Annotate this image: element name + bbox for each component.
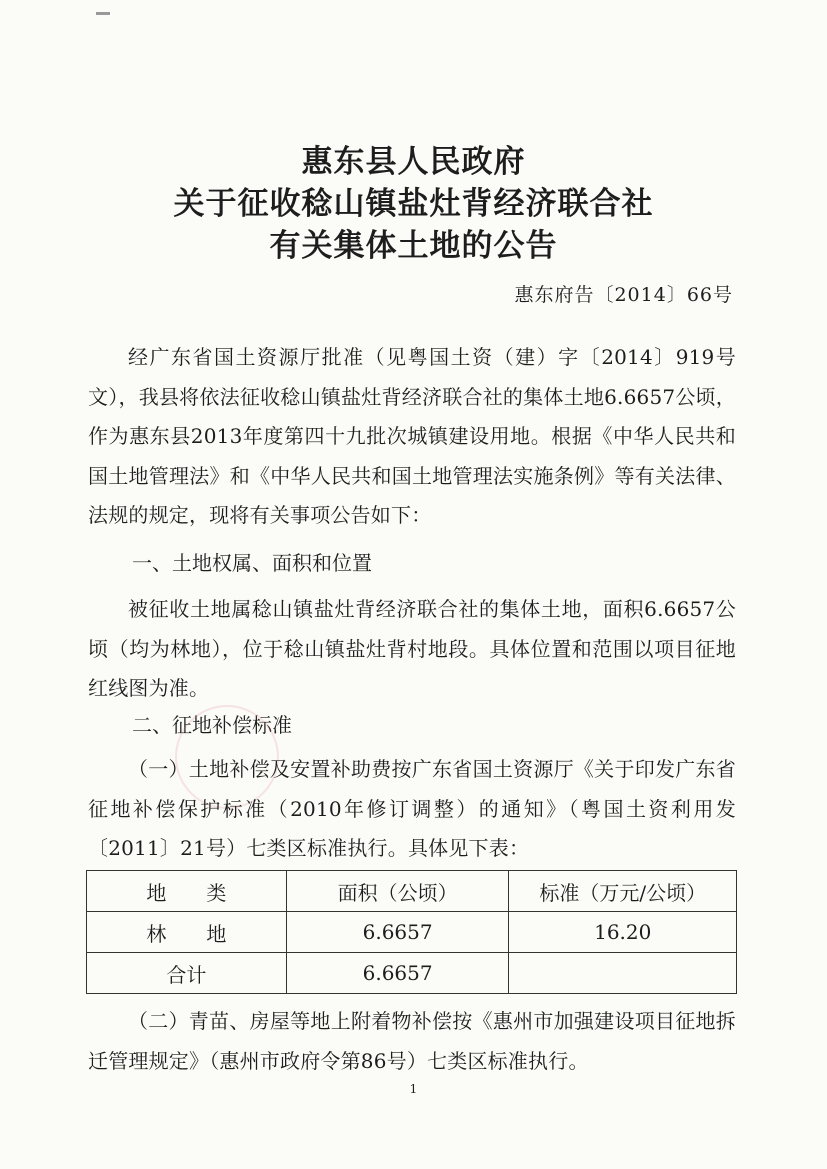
table-header-cell: 标准（万元/公顷） [509, 871, 737, 912]
table-header-cell: 面积（公顷） [286, 871, 509, 912]
title-line-3: 有关集体土地的公告 [269, 228, 558, 264]
section-heading-2: 二、征地补偿标准 [132, 713, 292, 737]
scan-mark [96, 12, 110, 15]
table-cell: 6.6657 [286, 953, 509, 994]
table-header-row [87, 871, 737, 912]
table-row [87, 912, 737, 953]
section-heading-1: 一、土地权属、面积和位置 [132, 551, 372, 575]
table-cell: 合计 [87, 953, 287, 994]
paragraph-land-info: 被征收土地属稔山镇盐灶背经济联合社的集体土地，面积6.6657公顷（均为林地），位于稔山镇盐灶背村地段。具体位置和范围以项目征地红线图为准。 [88, 597, 736, 700]
title-line-1: 惠东县人民政府 [301, 144, 526, 180]
table-header-cell: 地 类 [87, 871, 287, 912]
paragraph-compensation-1: （一）土地补偿及安置补助费按广东省国土资源厅《关于印发广东省征地补偿保护标准（2010年修订调整）的通知》（粤国土资利用发〔2011〕21号）七类区标准执行。具体见下表： [88, 757, 736, 860]
title-line-2: 关于征收稔山镇盐灶背经济联合社 [173, 186, 654, 222]
table-cell: 16.20 [509, 912, 737, 953]
table-cell: 6.6657 [286, 912, 509, 953]
paragraph-intro: 经广东省国土资源厅批准（见粤国土资（建）字〔2014〕919号文），我县将依法征收稔山镇盐灶背经济联合社的集体土地6.6657公顷，作为惠东县2013年度第四十九批次城镇建设用地。根据《中华人民共和国土地管理法》和《中华人民共和国土地管理法实施条例》等有关法律、法规的规定，现将有关事项公告如下： [88, 345, 736, 527]
page-number: 1 [409, 1082, 418, 1096]
document-number: 惠东府告〔2014〕66号 [514, 284, 733, 306]
table-row [87, 953, 737, 994]
compensation-table [86, 870, 737, 994]
table-cell: 林 地 [87, 912, 287, 953]
paragraph-compensation-2: （二）青苗、房屋等地上附着物补偿按《惠州市加强建设项目征地拆迁管理规定》（惠州市政府令第86号）七类区标准执行。 [88, 1009, 736, 1073]
table-cell [509, 953, 737, 994]
